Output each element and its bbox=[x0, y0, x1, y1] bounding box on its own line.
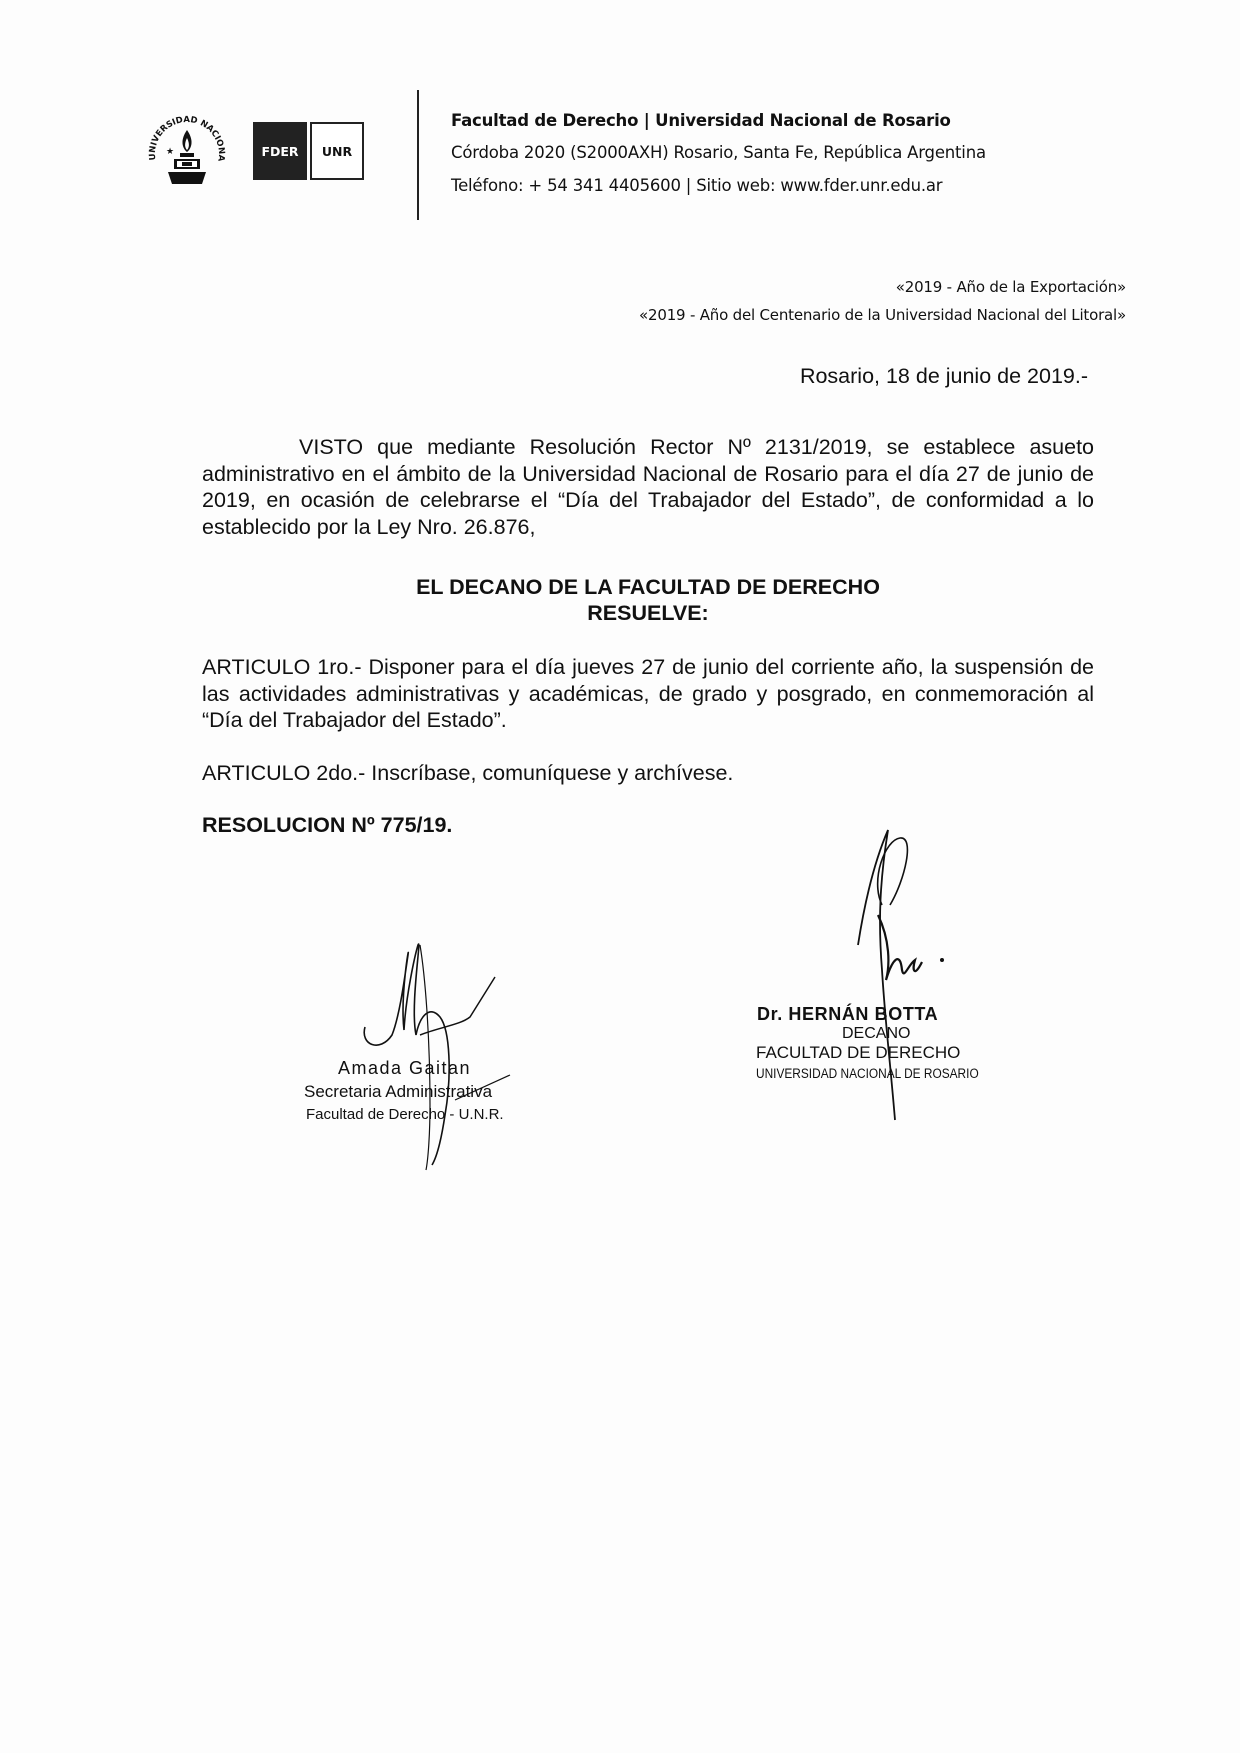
right-handwritten-signature bbox=[830, 820, 960, 1130]
letterhead-institution: Facultad de Derecho | Universidad Nacional de Rosario bbox=[451, 111, 951, 130]
article-1-text: ARTICULO 1ro.- Disponer para el día jueves 27 de junio del corriente año, la suspensión de las actividades administrativas y académicas, de grado y posgrado, en conmemoración al “Día del Trabajador del Estado”. bbox=[202, 655, 1094, 732]
motto-line-1: «2019 - Año de la Exportación» bbox=[895, 278, 1126, 296]
resolution-number: RESOLUCION Nº 775/19. bbox=[202, 813, 453, 837]
fder-logo: FDER bbox=[253, 122, 307, 180]
right-signer-title: DECANO bbox=[842, 1025, 911, 1042]
article-1 bbox=[202, 654, 1094, 734]
right-signer-university: UNIVERSIDAD NACIONAL DE ROSARIO bbox=[756, 1066, 979, 1081]
svg-text:★: ★ bbox=[166, 146, 175, 156]
right-signer-name: Dr. HERNÁN BOTTA bbox=[757, 1004, 939, 1024]
unr-seal-logo bbox=[146, 104, 228, 196]
heading-line-2: RESUELVE: bbox=[587, 601, 709, 625]
visto-text: VISTO que mediante Resolución Rector Nº 2131/2019, se establece asueto administrativo en el ámbito de la Universidad Nacional de Rosario para el día 27 de junio de 2019, en ocasión de celebrarse el “Día del Trabajador del Estado”, de conformidad a lo establecido por la Ley Nro. 26.876, bbox=[202, 435, 1094, 539]
unr-logo: UNR bbox=[310, 122, 364, 180]
letterhead-address: Córdoba 2020 (S2000AXH) Rosario, Santa Fe, República Argentina bbox=[451, 143, 986, 162]
left-signer-name: Amada Gaitan bbox=[338, 1058, 472, 1078]
letterhead-contact: Teléfono: + 54 341 4405600 | Sitio web: www.fder.unr.edu.ar bbox=[451, 176, 943, 195]
article-2-text: ARTICULO 2do.- Inscríbase, comuníquese y archívese. bbox=[202, 761, 734, 785]
left-signer-org: Facultad de Derecho - U.N.R. bbox=[306, 1106, 504, 1123]
right-signer-org: FACULTAD DE DERECHO bbox=[756, 1043, 961, 1062]
motto-line-2: «2019 - Año del Centenario de la Universidad Nacional del Litoral» bbox=[639, 306, 1126, 324]
letterhead-divider bbox=[417, 90, 419, 220]
article-2 bbox=[202, 760, 1094, 787]
heading-line-1: EL DECANO DE LA FACULTAD DE DERECHO bbox=[416, 575, 880, 599]
left-handwritten-signature bbox=[360, 935, 520, 1175]
resolution-heading bbox=[202, 574, 1094, 626]
document-date: Rosario, 18 de junio de 2019.- bbox=[799, 364, 1088, 388]
left-signer-title: Secretaria Administrativa bbox=[304, 1082, 493, 1101]
svg-text:UNIVERSIDAD NACIONAL DE ROSARI: UNIVERSIDAD NACIONA bbox=[147, 115, 227, 162]
visto-paragraph bbox=[202, 434, 1094, 540]
